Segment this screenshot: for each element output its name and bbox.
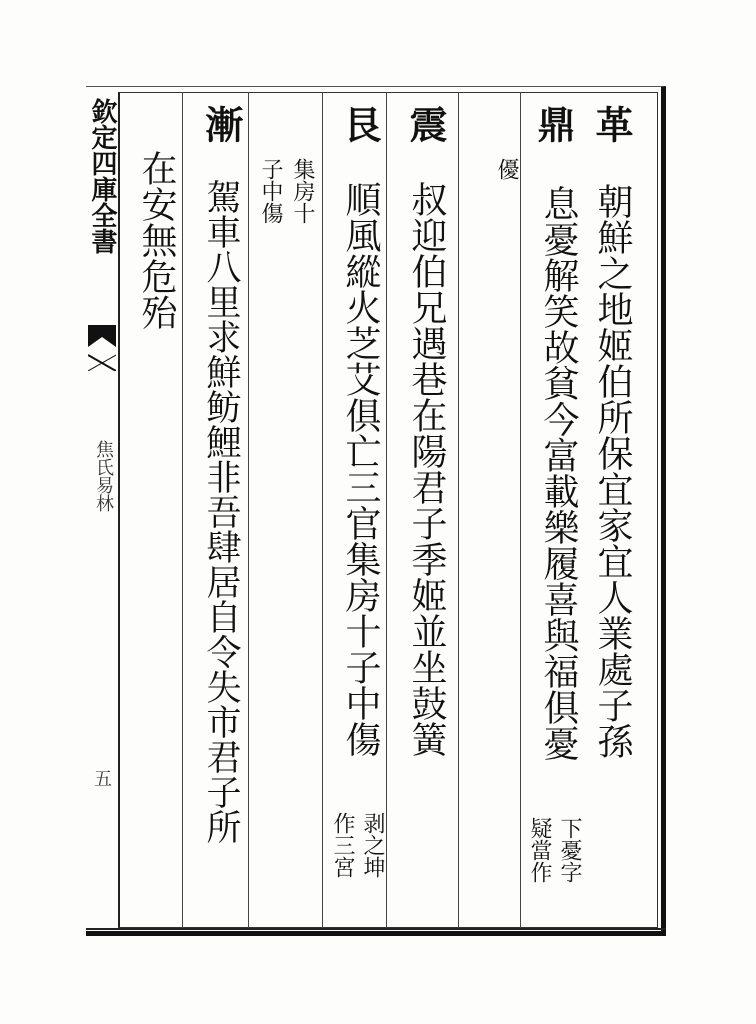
column-divider (458, 92, 459, 928)
annotation-text: 子中傷 (258, 158, 283, 224)
page-number: 五 (94, 769, 112, 790)
hexagram-name: 漸 (199, 105, 244, 143)
column-divider (248, 92, 249, 928)
verse-text: 駕車八里求鮮鲂鯉非吾肆居自令失市君子所 (201, 179, 241, 844)
annotation-text: 優 (494, 158, 519, 180)
work-title: 焦氏易林 (93, 440, 114, 512)
fish-tail-ornament (88, 325, 116, 371)
text-column-ding (532, 105, 574, 143)
verse-text: 在安無危殆 (136, 150, 177, 330)
annotation-text: 作三宮 (330, 812, 355, 878)
column-divider (182, 92, 183, 928)
hexagram-name: 震 (403, 105, 448, 143)
text-column-gen (338, 105, 382, 757)
annotation-text: 下憂字 (557, 817, 582, 883)
verse-text: 順風縱火芝艾俱亡三官集房十子中傷 (340, 181, 381, 757)
verse-text: 朝鮮之地姬伯所保宜家宜人業處子孫 (592, 183, 633, 759)
text-column-ge (590, 105, 634, 759)
column-divider (322, 92, 323, 928)
hexagram-name: 革 (589, 105, 634, 143)
bottom-rule (86, 928, 666, 930)
annotation-text: 疑當作 (527, 817, 552, 883)
hexagram-name: 艮 (337, 105, 382, 143)
book-title: 欽定四庫全書 (87, 98, 117, 254)
annotation-text: 集房十 (290, 158, 315, 224)
column-divider (520, 92, 521, 928)
text-column-continuation (134, 150, 178, 330)
text-column-zhen (404, 105, 448, 757)
column-divider (386, 92, 387, 928)
verse-text: 叔迎伯兄遇巷在陽君子季姬並坐鼓簧 (406, 181, 447, 757)
text-column-jian (200, 105, 242, 844)
hexagram-name: 鼎 (531, 105, 576, 143)
verse-text: 息憂解笑故貧今富載樂履喜與福俱憂 (538, 185, 579, 761)
annotation-text: 剥之坤 (360, 812, 385, 878)
